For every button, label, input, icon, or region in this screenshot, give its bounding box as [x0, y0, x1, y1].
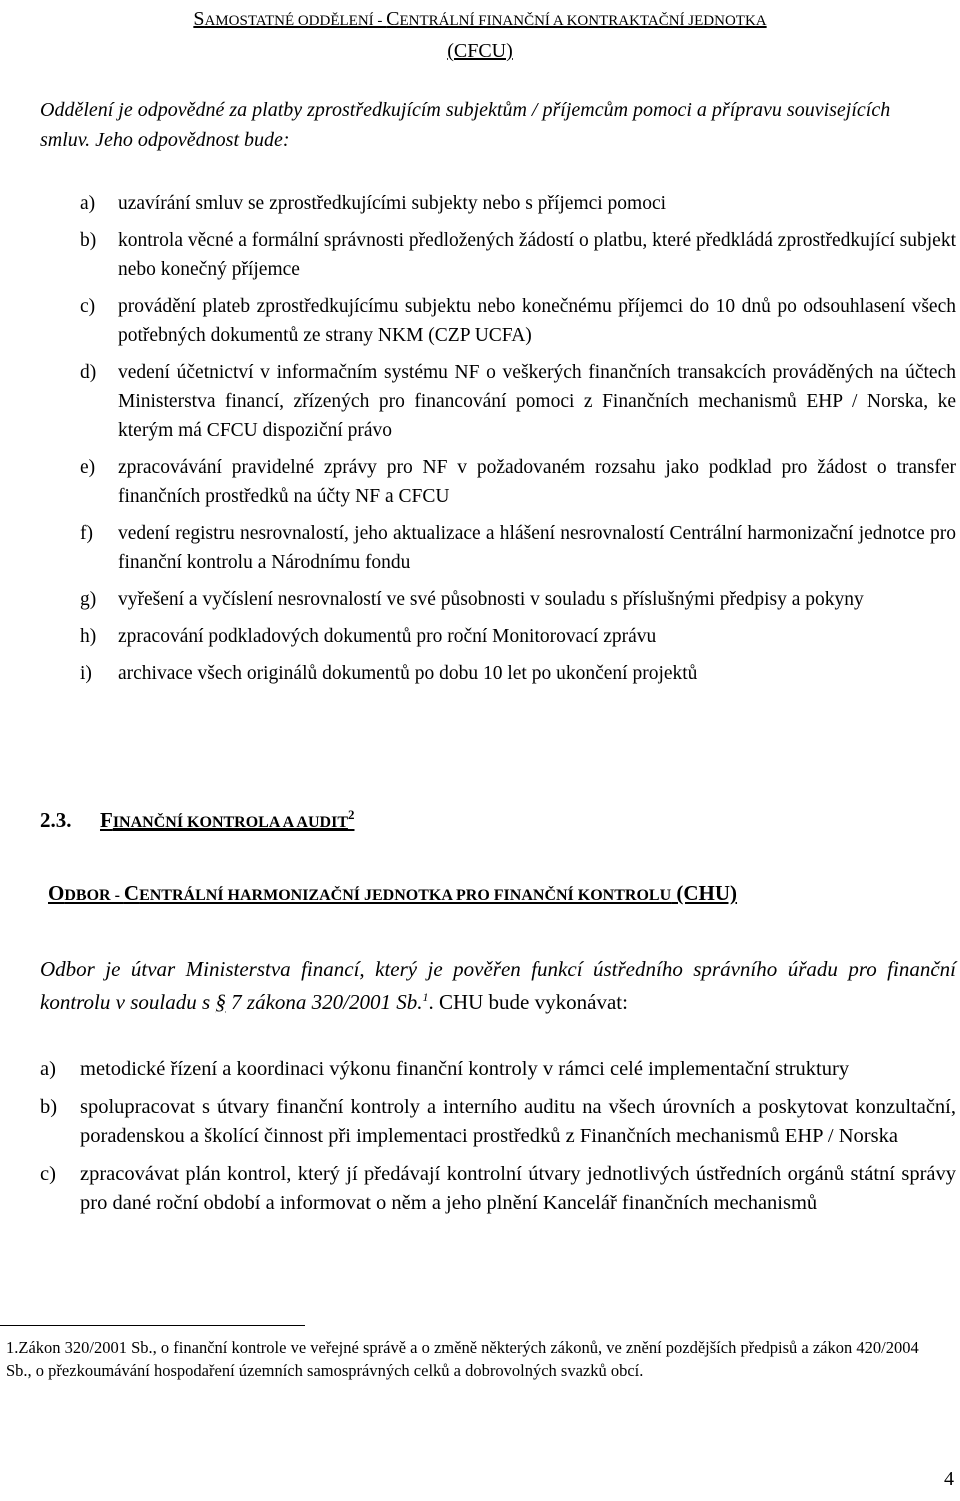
responsibilities-list — [80, 189, 956, 688]
list-item-text: vyřešení a vyčíslení nesrovnalostí ve své působnosti v souladu s příslušnými předpisy a pokyny — [118, 589, 864, 610]
heading-initial: C — [123, 881, 140, 905]
list-item — [80, 189, 956, 218]
duties-list — [40, 1055, 956, 1218]
list-item-text: vedení účetnictví v informačním systému NF o veškerých finančních transakcích prováděných na účtech Ministerstva financí, zřízených pro financování pomoci z Finančních mechanismů EHP / Norska, ke kterým má CFCU dispoziční právo — [118, 362, 956, 441]
department-heading — [40, 4, 920, 66]
page-number: 4 — [944, 1468, 954, 1490]
intro-paragraph: Oddělení je odpovědné za platby zprostředkujícím subjektům / příjemcům pomoci a přípravu souvisejících smluv. Jeho odpovědnost bude: — [40, 99, 891, 151]
section-title-initial: F — [100, 808, 113, 832]
list-item-text: uzavírání smluv se zprostředkujícími subjekty nebo s příjemci pomoci — [118, 193, 667, 214]
list-item-text: zpracovávat plán kontrol, který jí předávají kontrolní útvary jednotlivých ústředních orgánů státní správy pro dané roční období a informovat o něm a jeho plnění Kancelář finančních mechanismů — [80, 1163, 956, 1214]
list-item — [80, 585, 956, 614]
list-item — [80, 226, 956, 284]
list-marker: c) — [40, 1163, 56, 1185]
footnote: 1.Zákon 320/2001 Sb., o finanční kontrole ve veřejné správě a o změně některých zákonů, ve znění pozdějších předpisů a zákon 420/2004 Sb., o přezkoumávání hospodaření územních samosprávných celků a dobrovolných svazků obcí. — [6, 1338, 919, 1380]
list-item-text: zpracovávání pravidelné zprávy pro NF v požadovaném rozsahu jako podklad pro žádost o transfer finančních prostředků na účty NF a CFCU — [118, 457, 956, 507]
list-item-text: archivace všech originálů dokumentů po dobu 10 let po ukončení projektů — [118, 663, 698, 684]
footnote-reference: 1 — [422, 990, 429, 1004]
heading-initial: S — [193, 8, 205, 30]
list-marker: b) — [80, 230, 97, 251]
office-intro-paragraph — [40, 955, 956, 1016]
list-item-text: zpracování podkladových dokumentů pro roční Monitorovací zprávu — [118, 626, 657, 647]
section-heading — [40, 800, 354, 838]
heading-initial: C — [386, 8, 400, 30]
list-item — [40, 1055, 956, 1084]
list-marker: i) — [80, 663, 92, 684]
list-marker: h) — [80, 626, 97, 647]
list-marker: b) — [40, 1096, 58, 1118]
list-marker: e) — [80, 457, 96, 478]
list-marker: a) — [40, 1058, 56, 1080]
list-item — [80, 659, 956, 688]
list-item — [80, 453, 956, 511]
heading-abbreviation: (CHU) — [671, 881, 738, 905]
intro-text: 7 zákona 320/2001 Sb. — [225, 990, 423, 1014]
list-item — [80, 358, 956, 445]
list-item-text: spolupracovat s útvary finanční kontroly a interního auditu na všech úrovních a poskytovat konzultační, poradenskou a školící činnost při implementaci prostředků z Finančních mechanismů EHP / Norska — [80, 1096, 956, 1147]
department-heading-line1 — [40, 4, 920, 36]
list-marker: g) — [80, 589, 97, 610]
list-item-text: provádění plateb zprostředkujícímu subjektu nebo konečnému příjemci do 10 dnů po odsouhlasení všech potřebných dokumentů ze strany NKM (CZP UCFA) — [118, 296, 956, 346]
heading-smallcaps: AMOSTATNÉ ODDĚLENÍ - — [204, 13, 387, 29]
list-item — [40, 1093, 956, 1151]
list-item-text: kontrola věcné a formální správnosti předložených žádostí o platbu, které předkládá zprostředkující subjekt nebo konečný příjemce — [118, 230, 956, 280]
section-number: 2.3. — [40, 808, 72, 832]
department-heading-line2: (CFCU) — [447, 40, 513, 62]
intro-text: . CHU bude vykonávat: — [428, 990, 628, 1014]
section-title-smallcaps: INANČNÍ KONTROLA A AUDIT — [112, 814, 348, 831]
list-item — [40, 1160, 956, 1218]
footnote-separator — [0, 1325, 305, 1326]
list-item — [80, 622, 956, 651]
list-marker: d) — [80, 362, 97, 383]
heading-smallcaps: ENTRÁLNÍ HARMONIZAČNÍ JEDNOTKA PRO FINANČNÍ KONTROLU — [139, 887, 672, 904]
heading-smallcaps: ENTRÁLNÍ FINANČNÍ A KONTRAKTAČNÍ JEDNOTKA — [399, 13, 767, 29]
list-marker: f) — [80, 523, 93, 544]
footnote-reference: 2 — [347, 807, 355, 822]
office-heading — [48, 878, 737, 911]
list-item-text: metodické řízení a koordinaci výkonu finanční kontroly v rámci celé implementační struktury — [80, 1058, 850, 1080]
list-item — [80, 292, 956, 350]
heading-smallcaps: DBOR - — [64, 887, 124, 904]
list-item — [80, 519, 956, 577]
paragraph-sign: § — [215, 990, 226, 1014]
intro-text: Odbor je útvar Ministerstva financí, který je pověřen funkcí ústředního správního úřadu pro finanční kontrolu v souladu s — [40, 957, 956, 1014]
section-title — [100, 808, 354, 832]
list-marker: c) — [80, 296, 96, 317]
heading-initial: O — [48, 881, 65, 905]
list-item-text: vedení registru nesrovnalostí, jeho aktualizace a hlášení nesrovnalostí Centrální harmonizační jednotce pro finanční kontrolu a Národnímu fondu — [118, 523, 956, 573]
list-marker: a) — [80, 193, 96, 214]
